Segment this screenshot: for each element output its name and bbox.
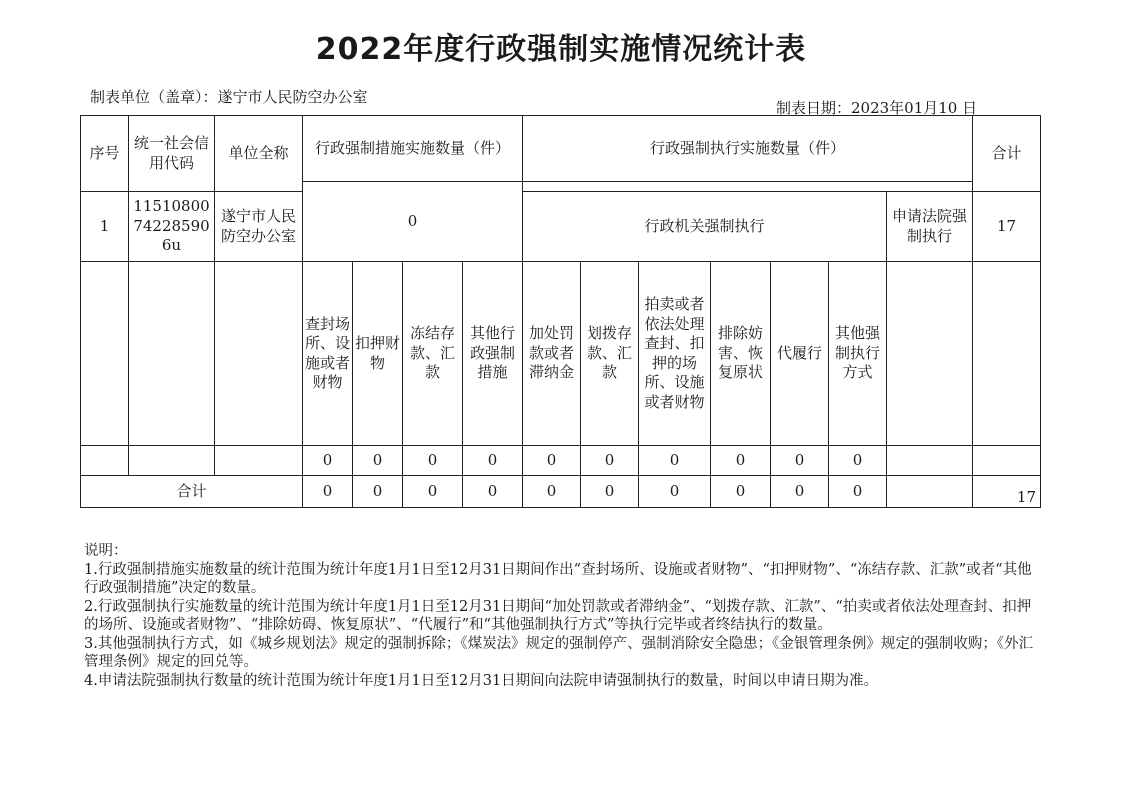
header-measures: 行政强制措施实施数量（件） (303, 116, 523, 182)
blank-cell (887, 446, 973, 476)
sum-cell: 0 (463, 476, 523, 508)
blank-cell (887, 262, 973, 446)
sub-header-auction: 拍卖或者依法处理查封、扣押的场所、设施或者财物 (639, 262, 711, 446)
values-row (81, 446, 1041, 476)
blank-cell (973, 446, 1041, 476)
value-cell: 0 (711, 446, 771, 476)
blank-cell (215, 262, 303, 446)
reporting-unit: 制表单位（盖章）：遂宁市人民防空办公室 (90, 88, 368, 106)
value-cell: 0 (771, 446, 829, 476)
row1-unit-name: 遂宁市人民防空办公室 (215, 192, 303, 262)
sum-cell: 0 (581, 476, 639, 508)
data-row-1 (81, 192, 1041, 262)
header-execution: 行政强制执行实施数量（件） (523, 116, 973, 182)
value-cell: 0 (353, 446, 403, 476)
sum-row (81, 476, 1041, 508)
sub-header-other-exec: 其他强制执行方式 (829, 262, 887, 446)
header-seq: 序号 (81, 116, 129, 192)
header-row (81, 116, 1041, 182)
sum-cell: 0 (829, 476, 887, 508)
value-cell: 0 (523, 446, 581, 476)
row1-credit-code: 11510800742285906u (129, 192, 215, 262)
value-cell: 0 (463, 446, 523, 476)
row1-total: 17 (973, 192, 1041, 262)
sum-cell: 0 (639, 476, 711, 508)
execution-spacer (523, 182, 973, 192)
sum-label: 合计 (81, 476, 303, 508)
blank-cell (81, 262, 129, 446)
sub-header-substitute: 代履行 (771, 262, 829, 446)
statistics-table (80, 115, 1041, 508)
header-unit-name: 单位全称 (215, 116, 303, 192)
value-cell: 0 (303, 446, 353, 476)
sub-header-seize: 查封场所、设施或者财物 (303, 262, 353, 446)
note-1: 1.行政强制措施实施数量的统计范围为统计年度1月1日至12月31日期间作出“查封场所、设施或者财物”、“扣押财物”、“冻结存款、汇款”或者“其他行政强制措施”决定的数量。 (84, 561, 1032, 596)
report-date: 制表日期：2023年01月10 日 (776, 99, 978, 117)
blank-cell (215, 446, 303, 476)
sub-header-freeze: 冻结存款、汇款 (403, 262, 463, 446)
sub-header-fine: 加处罚款或者滞纳金 (523, 262, 581, 446)
note-3: 3.其他强制执行方式，如《城乡规划法》规定的强制拆除；《煤炭法》规定的强制停产、强制消除安全隐患；《金银管理条例》规定的强制收购；《外汇管理条例》规定的回兑等。 (84, 635, 1034, 670)
header-total: 合计 (973, 116, 1041, 192)
notes-heading: 说明： (84, 543, 128, 559)
sum-cell: 0 (523, 476, 581, 508)
sub-header-remove: 排除妨害、恢复原状 (711, 262, 771, 446)
sub-header-transfer: 划拨存款、汇款 (581, 262, 639, 446)
blank-cell (129, 262, 215, 446)
measures-count: 0 (303, 182, 523, 262)
blank-cell (81, 446, 129, 476)
header-credit-code: 统一社会信用代码 (129, 116, 215, 192)
court-execution: 申请法院强制执行 (887, 192, 973, 262)
sub-header-row (81, 262, 1041, 446)
notes-section (84, 542, 1044, 690)
agency-execution: 行政机关强制执行 (523, 192, 887, 262)
value-cell: 0 (581, 446, 639, 476)
blank-cell (887, 476, 973, 508)
grand-total: 17 (973, 476, 1041, 508)
row1-seq: 1 (81, 192, 129, 262)
value-cell: 0 (403, 446, 463, 476)
page-title: 2022年度行政强制实施情况统计表 (315, 32, 807, 67)
blank-cell (129, 446, 215, 476)
sum-cell: 0 (403, 476, 463, 508)
value-cell: 0 (639, 446, 711, 476)
blank-cell (973, 262, 1041, 446)
value-cell: 0 (829, 446, 887, 476)
sub-header-other-measures: 其他行政强制措施 (463, 262, 523, 446)
sub-header-detain: 扣押财物 (353, 262, 403, 446)
note-2: 2.行政强制执行实施数量的统计范围为统计年度1月1日至12月31日期间“加处罚款或者滞纳金”、“划拨存款、汇款”、“拍卖或者依法处理查封、扣押的场所、设施或者财物”、“排除妨碍、恢复原状”、“代履行”和“其他强制执行方式”等执行完毕或者终结执行的数量。 (84, 598, 1032, 633)
note-4: 4.申请法院强制执行数量的统计范围为统计年度1月1日至12月31日期间向法院申请强制执行的数量，时间以申请日期为准。 (84, 672, 879, 689)
sum-cell: 0 (771, 476, 829, 508)
sum-cell: 0 (711, 476, 771, 508)
sum-cell: 0 (353, 476, 403, 508)
sum-cell: 0 (303, 476, 353, 508)
